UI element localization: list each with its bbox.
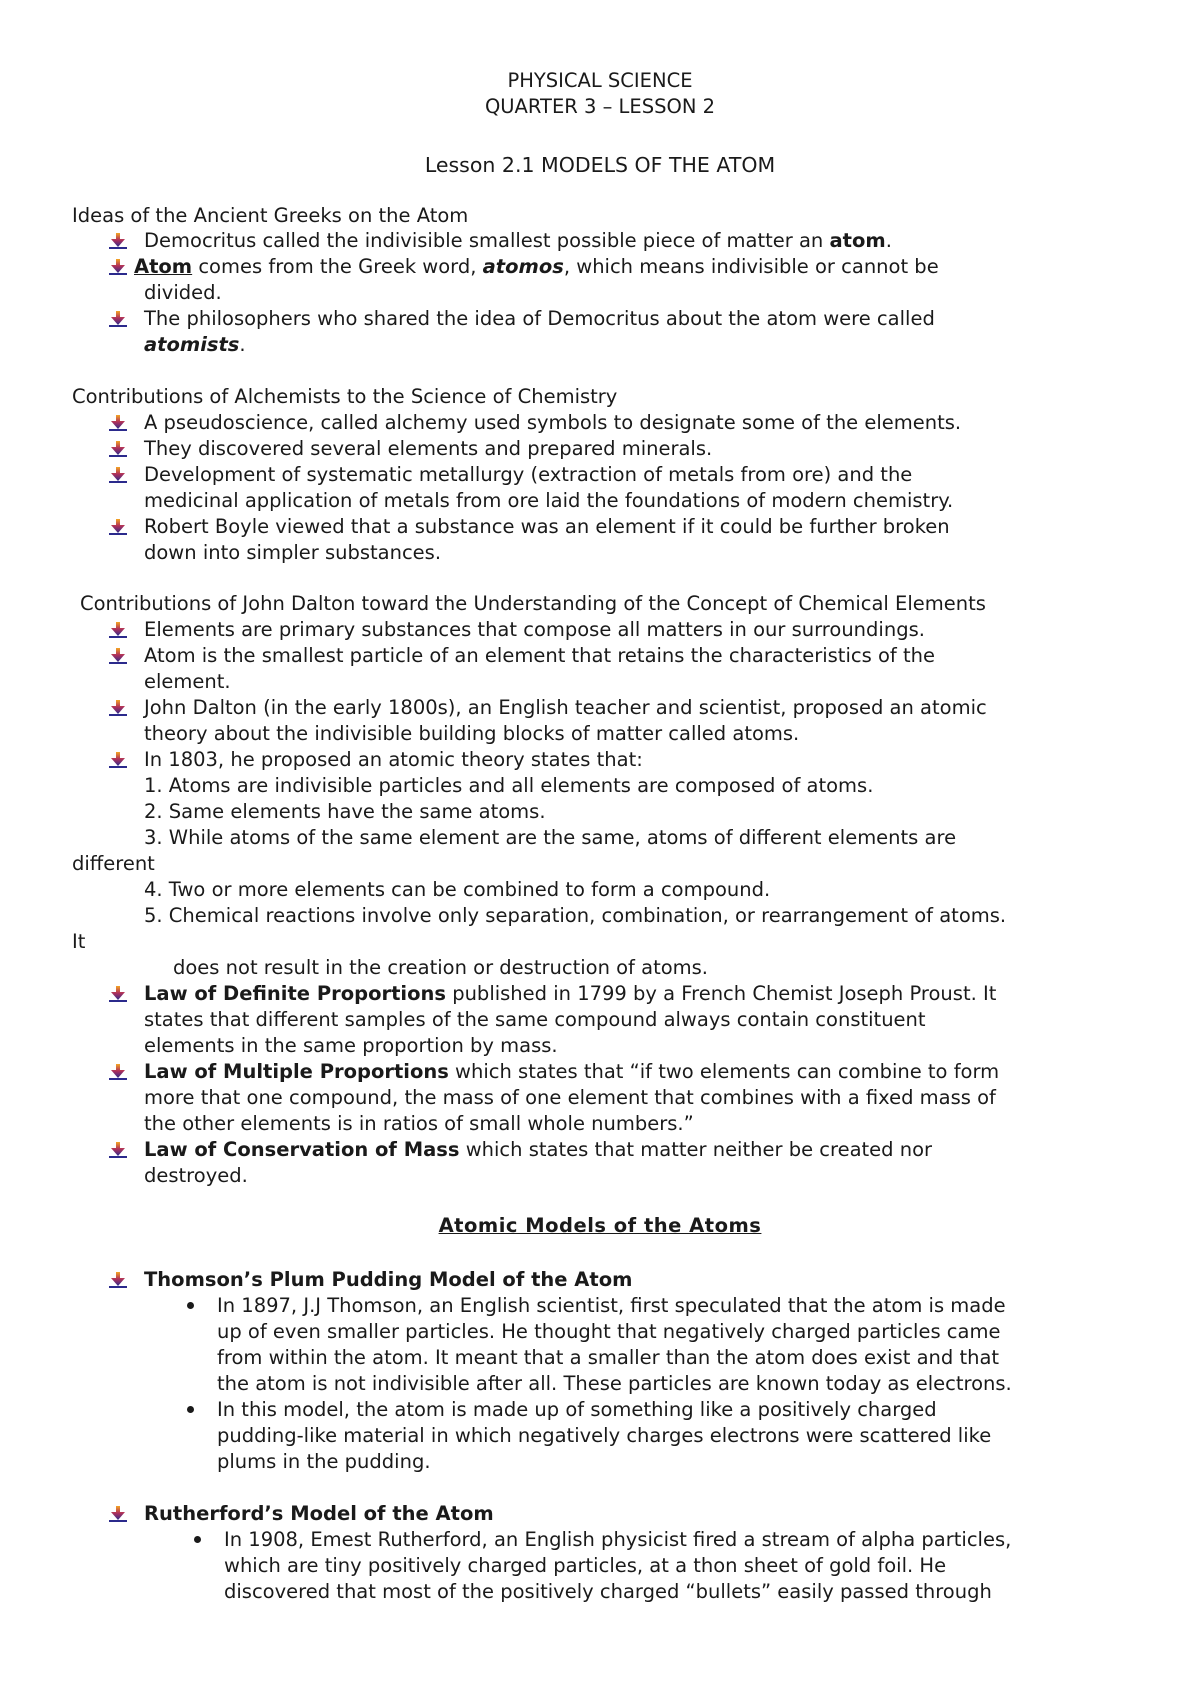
bullet-arrow-icon <box>109 1142 127 1158</box>
bullet-arrow-icon <box>109 1064 127 1080</box>
list-item: Elements are primary substances that compose all matters in our surroundings. <box>144 617 1144 643</box>
bullet-arrow-icon <box>109 233 127 249</box>
numbered-item-cont: It <box>72 930 86 953</box>
bullet-arrow-icon <box>109 648 127 664</box>
bullet-arrow-icon <box>109 1272 127 1288</box>
list-item: Atom comes from the Greek word, atomos, which means indivisible or cannot be divided. <box>144 254 1144 306</box>
numbered-item: 1. Atoms are indivisible particles and all elements are composed of atoms. <box>144 774 874 797</box>
section-heading-alchemists: Contributions of Alchemists to the Science of Chemistry <box>72 385 618 408</box>
numbered-item: 2. Same elements have the same atoms. <box>144 800 546 823</box>
bullet-arrow-icon <box>109 415 127 431</box>
bullet-arrow-icon <box>109 700 127 716</box>
sub-list-item: In 1908, Emest Rutherford, an English physicist fired a stream of alpha particles, which are tiny positively charged particles, at a thon sheet of gold foil. He discovered that most of the positively charged “bullets” easily passed through <box>224 1527 1144 1605</box>
quarter-lesson: QUARTER 3 – LESSON 2 <box>484 95 716 118</box>
bullet-arrow-icon <box>109 1506 127 1522</box>
list-item: Robert Boyle viewed that a substance was an element if it could be further broken down into simpler substances. <box>144 514 1144 566</box>
section-heading-atomic-models: Atomic Models of the Atoms <box>438 1214 762 1237</box>
course-title: PHYSICAL SCIENCE <box>507 69 693 92</box>
lesson-title: Lesson 2.1 MODELS OF THE ATOM <box>424 153 776 177</box>
bullet-arrow-icon <box>109 519 127 535</box>
bullet-arrow-icon <box>109 752 127 768</box>
bullet-dot-icon <box>187 1406 194 1413</box>
numbered-item-cont: does not result in the creation or destruction of atoms. <box>173 956 708 979</box>
list-item: Law of Conservation of Mass which states that matter neither be created nor destroyed. <box>144 1137 1144 1189</box>
numbered-item: 5. Chemical reactions involve only separation, combination, or rearrangement of atoms. <box>144 904 1007 927</box>
section-heading-greeks: Ideas of the Ancient Greeks on the Atom <box>72 204 469 227</box>
list-item: Thomson’s Plum Pudding Model of the Atom <box>144 1267 1144 1293</box>
list-item: The philosophers who shared the idea of Democritus about the atom were called atomists. <box>144 306 1144 358</box>
list-item: Development of systematic metallurgy (extraction of metals from ore) and the medicinal application of metals from ore laid the foundations of modern chemistry. <box>144 462 1144 514</box>
list-item: John Dalton (in the early 1800s), an English teacher and scientist, proposed an atomic theory about the indivisible building blocks of matter called atoms. <box>144 695 1144 747</box>
bullet-arrow-icon <box>109 441 127 457</box>
numbered-item: 3. While atoms of the same element are the same, atoms of different elements are <box>144 826 957 849</box>
bullet-dot-icon <box>187 1302 194 1309</box>
list-item: Atom is the smallest particle of an element that retains the characteristics of the element. <box>144 643 1144 695</box>
bullet-arrow-icon <box>109 622 127 638</box>
list-item: A pseudoscience, called alchemy used symbols to designate some of the elements. <box>144 410 1144 436</box>
bullet-arrow-icon <box>109 259 127 275</box>
list-item: Democritus called the indivisible smallest possible piece of matter an atom. <box>144 228 1144 254</box>
section-heading-dalton: Contributions of John Dalton toward the Understanding of the Concept of Chemical Elements <box>80 592 986 615</box>
list-item: They discovered several elements and prepared minerals. <box>144 436 1144 462</box>
list-item: Rutherford’s Model of the Atom <box>144 1501 1144 1527</box>
sub-list-item: In this model, the atom is made up of something like a positively charged pudding-like material in which negatively charges electrons were scattered like plums in the pudding. <box>217 1397 1137 1475</box>
numbered-item-cont: different <box>72 852 155 875</box>
sub-list-item: In 1897, J.J Thomson, an English scientist, first speculated that the atom is made up of even smaller particles. He thought that negatively charged particles came from within the atom. It meant that a smaller than the atom does exist and that the atom is not indivisible after all. These particles are known today as electrons. <box>217 1293 1137 1397</box>
bullet-arrow-icon <box>109 311 127 327</box>
list-item: In 1803, he proposed an atomic theory states that: <box>144 747 1144 773</box>
numbered-item: 4. Two or more elements can be combined to form a compound. <box>144 878 771 901</box>
bullet-arrow-icon <box>109 986 127 1002</box>
list-item: Law of Multiple Proportions which states that “if two elements can combine to form more that one compound, the mass of one element that combines with a fixed mass of the other elements is in ratios of small whole numbers.” <box>144 1059 1144 1137</box>
bullet-arrow-icon <box>109 467 127 483</box>
list-item: Law of Definite Proportions published in 1799 by a French Chemist Joseph Proust. It states that different samples of the same compound always contain constituent elements in the same proportion by mass. <box>144 981 1144 1059</box>
bullet-dot-icon <box>194 1536 201 1543</box>
